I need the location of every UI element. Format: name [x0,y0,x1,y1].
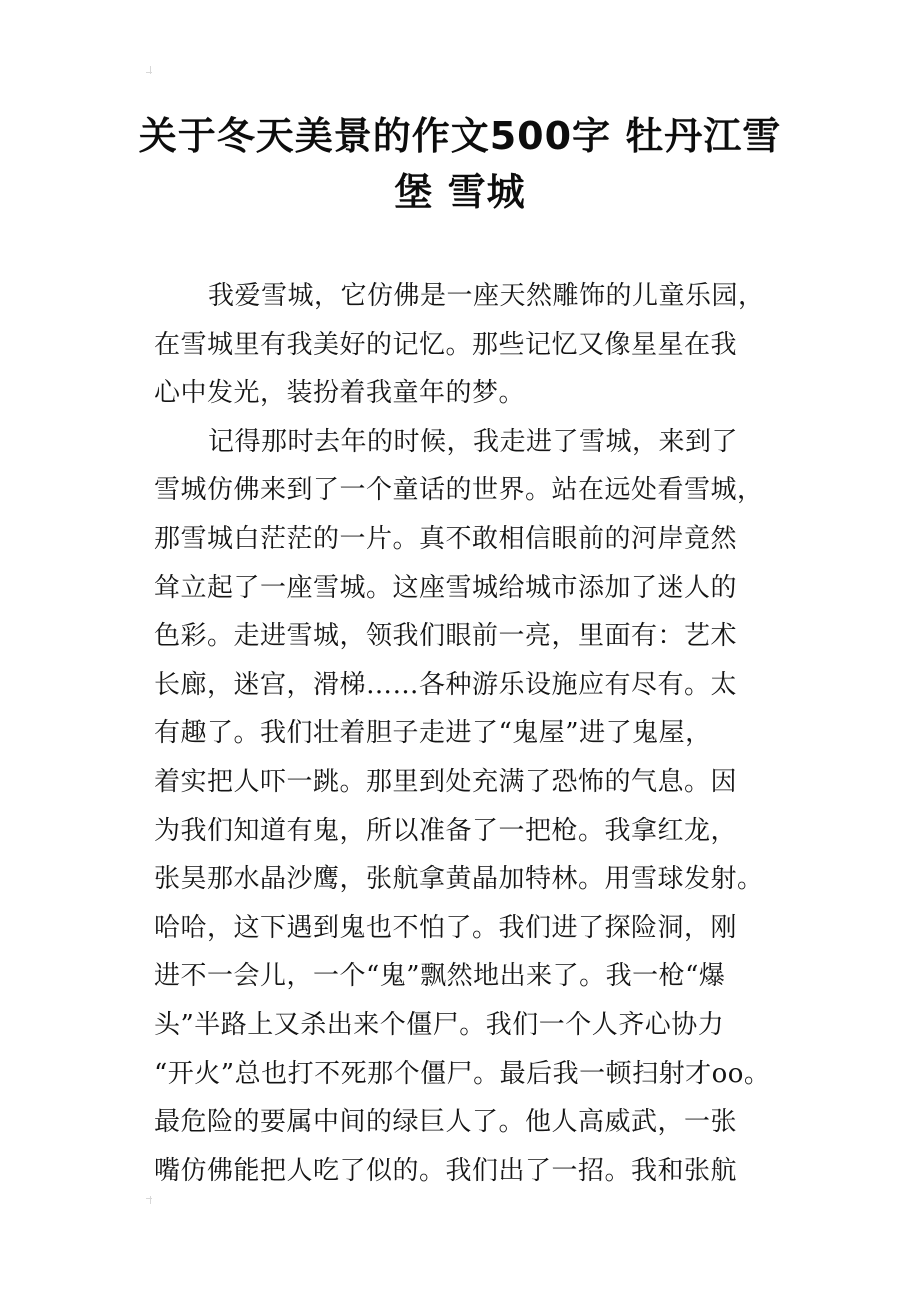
corner-crop-mark-top [146,66,156,78]
text-line: 为我们知道有鬼，所以准备了一把枪。我拿红龙， [154,815,738,846]
text-line: 嘴仿佛能把人吃了似的。我们出了一招。我和张航 [154,1155,738,1186]
text-line: 着实把人吓一跳。那里到处充满了恐怖的气息。因 [154,766,738,797]
text-line: 在雪城里有我美好的记忆。那些记忆又像星星在我 [154,329,738,360]
text-line: 色彩。走进雪城，领我们眼前一亮，里面有：艺术 [154,621,738,652]
text-line: 头”半路上又杀出来个僵尸。我们一个人齐心协力 [154,1009,725,1040]
document-title [130,108,790,220]
text-line: 长廊，迷宫，滑梯……各种游乐设施应有尽有。太 [154,669,738,700]
text-line: 耸立起了一座雪城。这座雪城给城市添加了迷人的 [154,572,738,603]
text-line: 雪城仿佛来到了一个童话的世界。站在远处看雪城， [154,475,764,506]
text-line: 记得那时去年的时候，我走进了雪城，来到了 [208,426,739,457]
title-line: 关于冬天美景的作文500字 牡丹江雪 [138,114,782,158]
text-line: “开火”总也打不死那个僵尸。最后我一顿扫射才oo。 [154,1058,771,1089]
text-line: 那雪城白茫茫的一片。真不敢相信眼前的河岸竟然 [154,523,738,554]
paragraph-1 [154,272,794,418]
text-line: 心中发光，装扮着我童年的梦。 [154,378,526,409]
text-line: 有趣了。我们壮着胆子走进了“鬼屋”进了鬼屋， [154,718,712,749]
text-line: 我爱雪城，它仿佛是一座天然雕饰的儿童乐园， [208,281,765,311]
corner-crop-mark-bottom [146,1194,156,1206]
text-line: 张昊那水晶沙鹰，张航拿黄晶加特林。用雪球发射。 [154,864,764,895]
text-line: 哈哈，这下遇到鬼也不怕了。我们进了探险洞，刚 [154,912,738,943]
text-line: 进不一会儿，一个“鬼”飘然地出来了。我一枪“爆 [154,961,726,992]
title-line: 堡 雪城 [394,170,526,214]
text-line: 最危险的要属中间的绿巨人了。他人高威武，一张 [154,1107,738,1138]
article-body [154,272,794,1195]
paragraph-2 [154,418,794,1196]
